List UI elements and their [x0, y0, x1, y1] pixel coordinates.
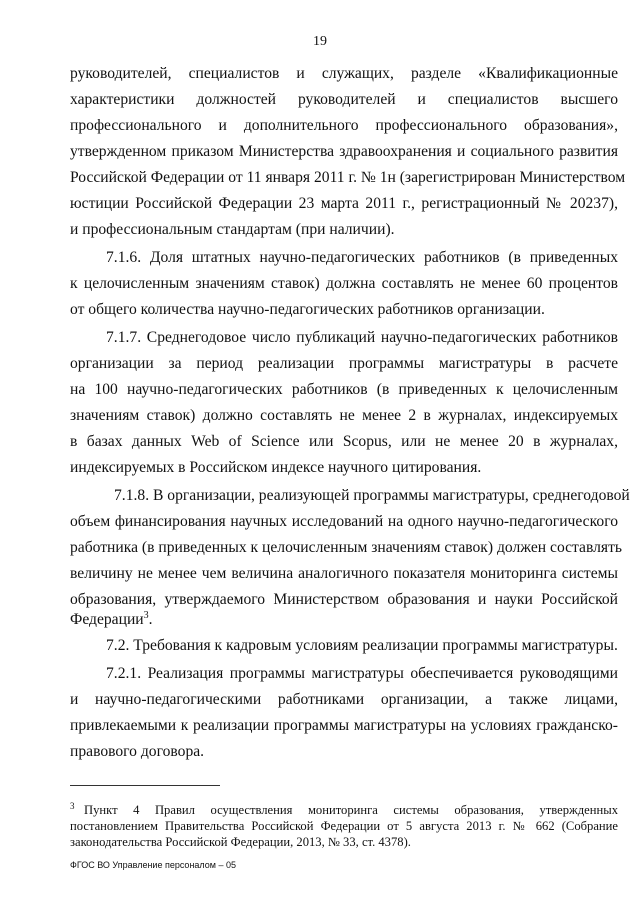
text-line: работника (в приведенных к целочисленным значениям ставок) должен составлять [70, 539, 623, 556]
text-line: и профессиональным стандартам (при наличии). [70, 221, 395, 238]
paragraph-7-1-8-start: 7.1.8. В организации, реализующей программы магистратуры, среднегодовой [114, 487, 630, 504]
document-footer-label: ФГОС ВО Управление персоналом – 05 [70, 860, 236, 870]
paragraph-7-1-6-start: 7.1.6. Доля штатных научно-педагогических работников (в приведенных [106, 249, 618, 266]
text-line: привлекаемыми к реализации программы магистратуры на условиях гражданско- [70, 717, 618, 734]
text-line: значениям ставок) должно составлять не менее 2 в журналах, индексируемых [70, 407, 618, 424]
text-line: индексируемых в Российском индексе научного цитирования. [70, 459, 482, 476]
text-line: характеристики должностей руководителей и специалистов высшего [70, 91, 618, 108]
text-line: Российской Федерации от 11 января 2011 г. № 1н (зарегистрирован Министерством [70, 169, 626, 186]
section-7-2-heading: 7.2. Требования к кадровым условиям реализации программы магистратуры. [106, 637, 618, 654]
footnote-text: постановлением Правительства Российской Федерации от 5 августа 2013 г. № 662 (Собрание [70, 819, 618, 833]
footnote-text: законодательства Российской Федерации, 2013, № 33, ст. 4378). [70, 835, 411, 849]
footnote-text: Пункт 4 Правил осуществления мониторинга системы образования, утвержденных [84, 803, 618, 817]
text-line: юстиции Российской Федерации 23 марта 2011 г., регистрационный № 20237), [70, 195, 618, 212]
paragraph-7-1-7-start: 7.1.7. Среднегодовое число публикаций научно-педагогических работников [106, 329, 618, 346]
text-line: и научно-педагогическими работниками организации, а также лицами, [70, 691, 618, 708]
footnote-divider [70, 785, 220, 786]
text-line: образования, утверждаемого Министерством образования и науки Российской [70, 591, 618, 608]
text-line: правового договора. [70, 743, 205, 760]
text-line: руководителей, специалистов и служащих, разделе «Квалификационные [70, 65, 618, 82]
paragraph-7-2-1-start: 7.2.1. Реализация программы магистратуры обеспечивается руководящими [106, 665, 618, 682]
text-fragment: Федерации [70, 611, 144, 628]
text-line: организации за период реализации программы магистратуры в расчете [70, 355, 618, 372]
footnote-mark: 3 [70, 800, 75, 811]
text-line: объем финансирования научных исследований на одного научно-педагогического [70, 513, 618, 530]
text-line: величину не менее чем величина аналогичного показателя мониторинга системы [70, 565, 618, 582]
text-line: к целочисленным значениям ставок) должна составлять не менее 60 процентов [70, 275, 618, 292]
text-line: утвержденном приказом Министерства здравоохранения и социального развития [70, 143, 618, 160]
text-line-with-footnote: Федерации$^3$. [70, 609, 153, 628]
text-line: в базах данных Web of Science или Scopus, или не менее 20 в журналах, [70, 433, 618, 450]
text-line: от общего количества научно-педагогических работников организации. [70, 301, 545, 318]
text-line: на 100 научно-педагогических работников (в приведенных к целочисленным [70, 381, 618, 398]
text-line: профессионального и дополнительного профессионального образования», [70, 117, 618, 134]
page-number: 19 [313, 34, 327, 49]
footnote-reference: 3 [143, 609, 149, 621]
